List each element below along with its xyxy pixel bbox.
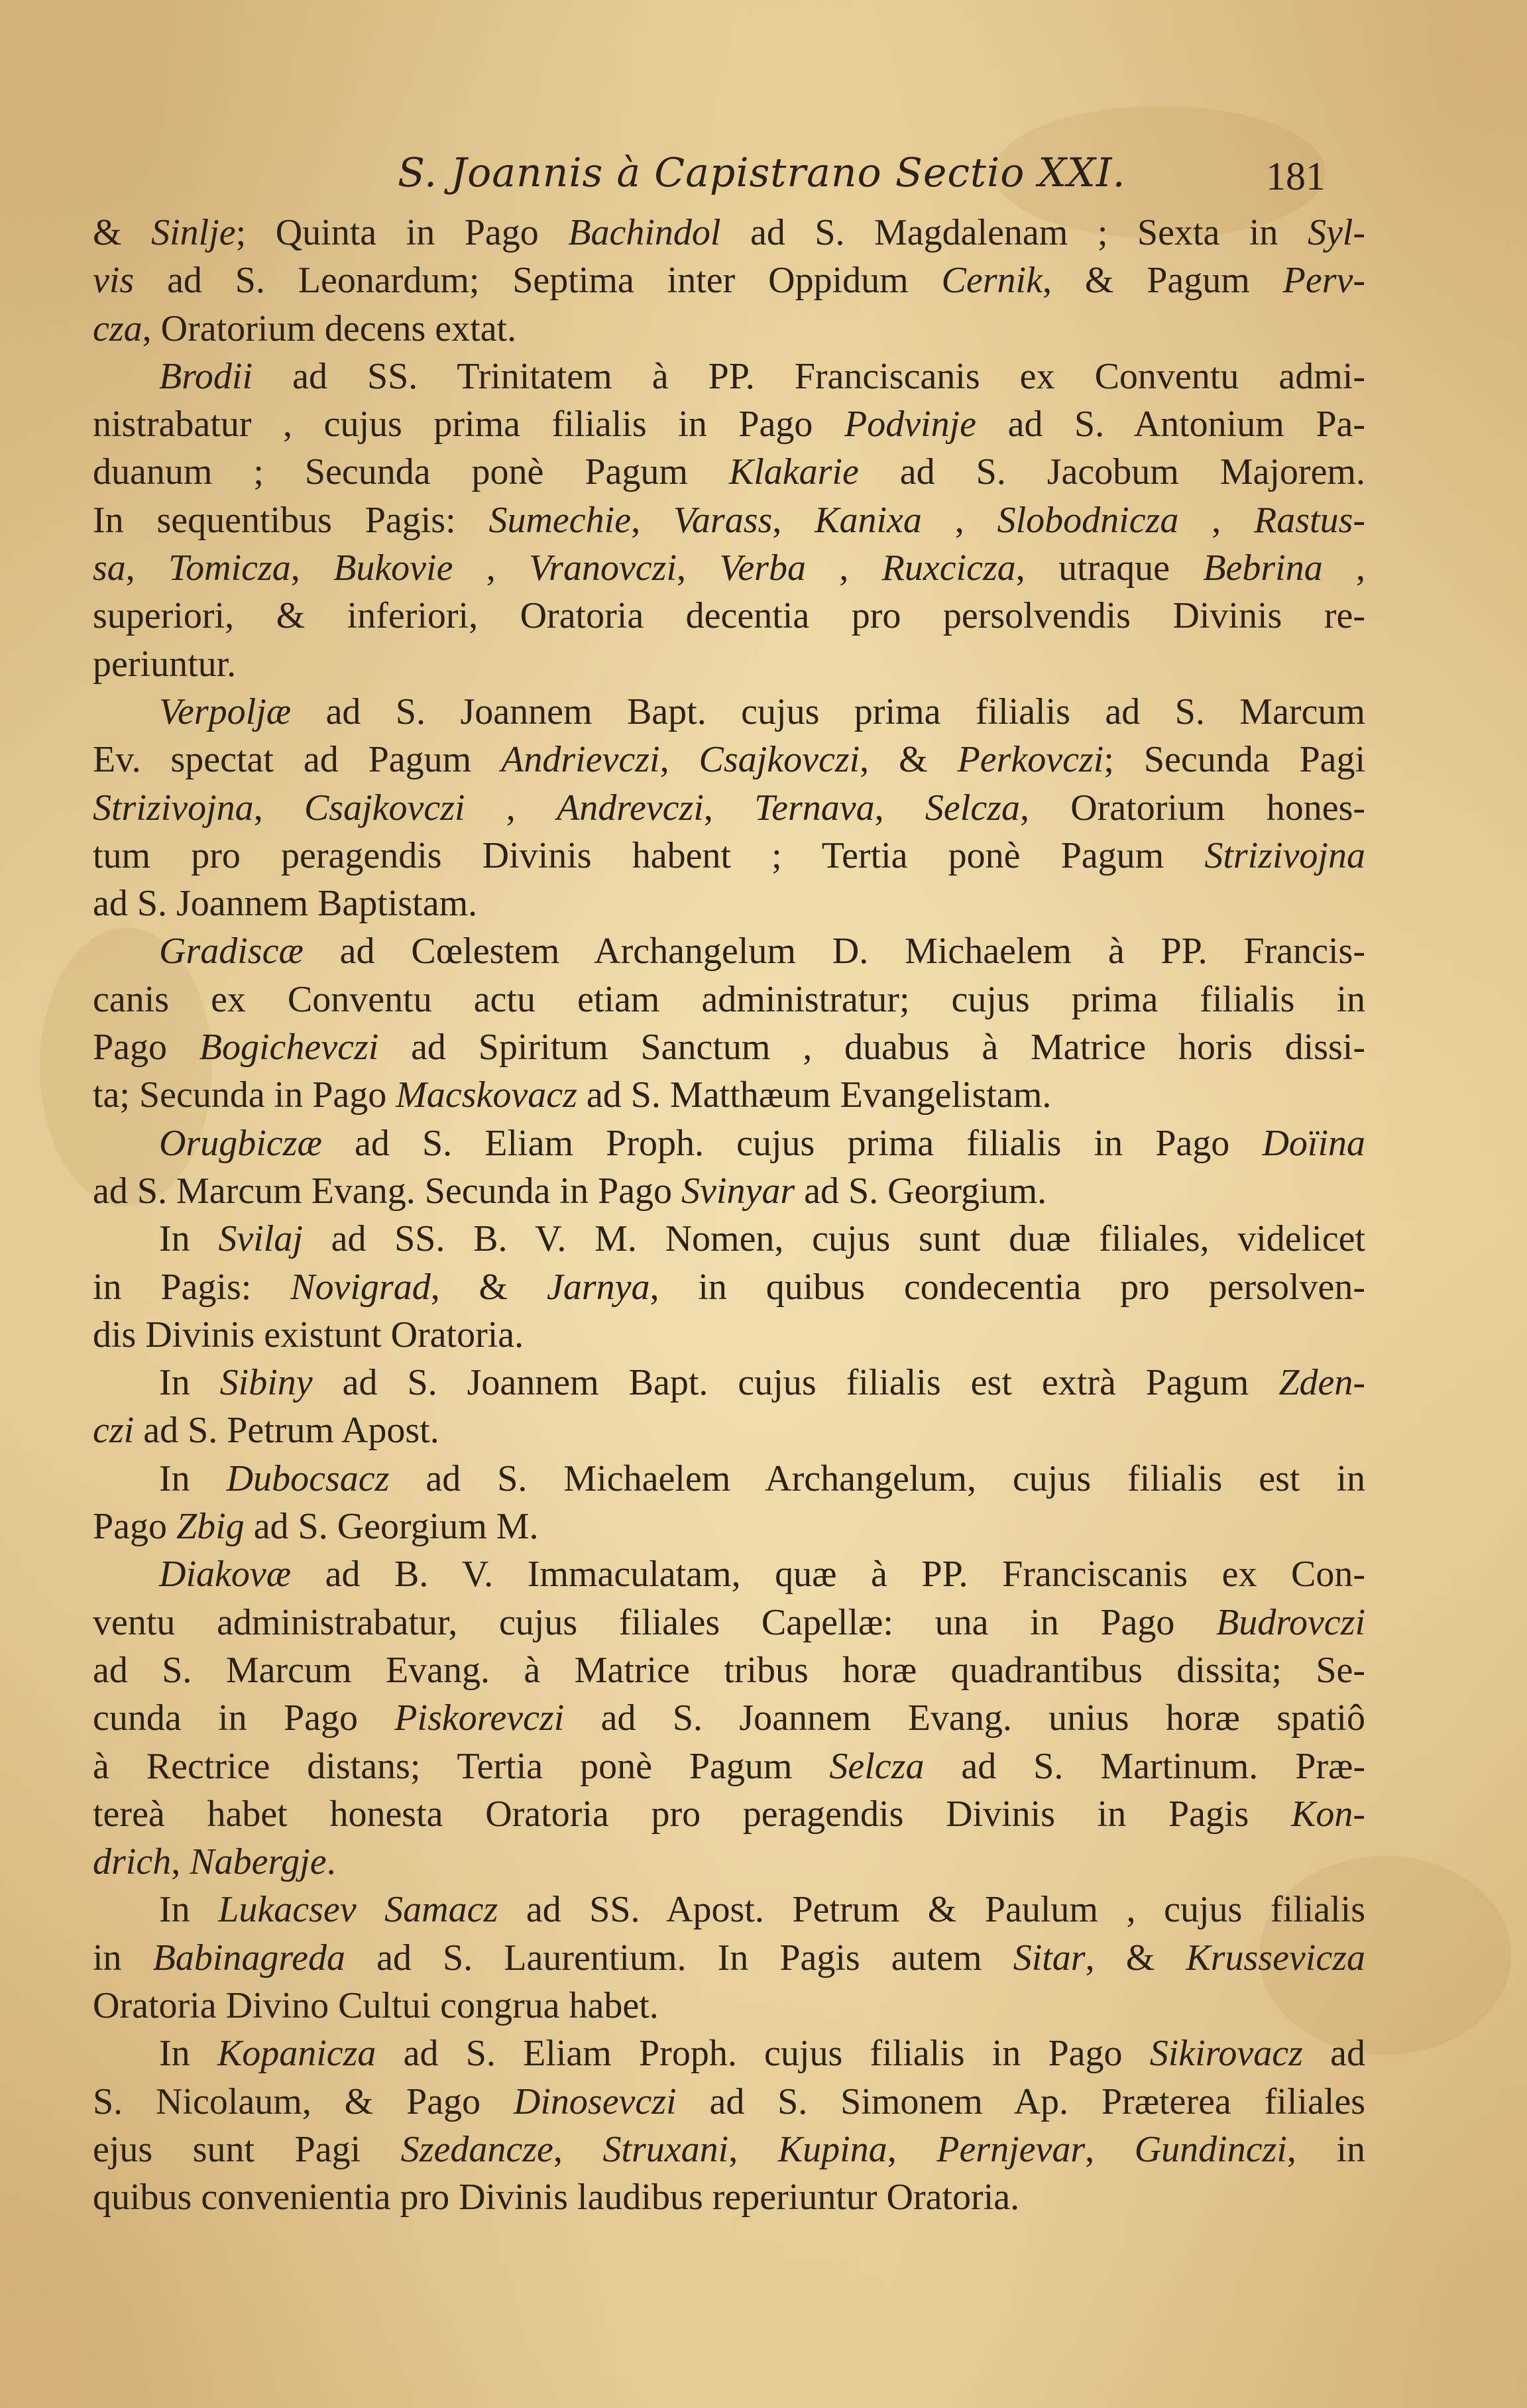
- text-segment: ,: [290, 547, 334, 589]
- text-line: [93, 544, 1365, 592]
- italic-text: Sumechie: [488, 499, 632, 541]
- text-segment: ad SS. B. V. M. Nomen, cujus sunt duæ filiales, videlicet: [302, 1218, 1366, 1260]
- italic-text: Doïina: [1262, 1122, 1365, 1164]
- italic-text: Svilaj: [218, 1218, 303, 1260]
- text-line: [93, 1023, 1365, 1071]
- text-segment: ,: [1178, 499, 1255, 541]
- italic-text: Varass: [673, 499, 773, 541]
- text-segment: In: [159, 1889, 219, 1931]
- italic-text: Sikirovacz: [1149, 2033, 1303, 2075]
- text-segment: nistrabatur , cujus prima filialis in Pago: [93, 404, 844, 445]
- text-segment: ad S. Michaelem Archangelum, cujus filialis est in: [389, 1458, 1366, 1499]
- italic-text: Macskovacz: [396, 1074, 577, 1116]
- italic-text: drich: [93, 1841, 172, 1883]
- text-segment: ,: [171, 1841, 190, 1883]
- text-line: [93, 1599, 1365, 1646]
- text-segment: ad SS. Trinitatem à PP. Franciscanis ex Conventu admi-: [253, 355, 1365, 397]
- text-line: [93, 1982, 1365, 2030]
- text-segment: ,: [553, 2128, 603, 2170]
- text-segment: , &: [860, 739, 958, 781]
- text-segment: ad B. V. Immaculatam, quæ à PP. Franciscanis ex Con-: [291, 1554, 1365, 1595]
- text-segment: ,: [453, 547, 530, 589]
- italic-text: Klakarie: [728, 451, 859, 493]
- italic-text: Andrievczi: [501, 739, 660, 781]
- text-segment: ,: [728, 2128, 778, 2170]
- text-segment: ad S. Joannem Baptistam.: [93, 883, 478, 925]
- text-line: [93, 1743, 1365, 1790]
- text-segment: ,: [1322, 547, 1366, 589]
- text-line: [93, 1311, 1365, 1359]
- italic-text: Kopanicza: [217, 2033, 376, 2075]
- italic-text: Svinyar: [681, 1170, 795, 1212]
- italic-text: Verba: [719, 547, 806, 589]
- text-line: [93, 209, 1365, 257]
- text-line: [93, 592, 1365, 640]
- text-segment: ta; Secunda in Pago: [93, 1074, 396, 1116]
- italic-text: Syl-: [1307, 212, 1366, 253]
- text-segment: ; Quinta in Pago: [235, 212, 569, 253]
- text-segment: ad S. Leonardum; Septima inter Oppidum: [134, 260, 942, 302]
- italic-text: Perkovczi: [957, 739, 1104, 781]
- text-segment: Ev. spectat ad Pagum: [93, 739, 502, 781]
- text-segment: tereà habet honesta Oratoria pro peragendis Divinis in Pagis: [93, 1793, 1291, 1835]
- text-line: [93, 1071, 1365, 1119]
- text-segment: , in quibus condecentia pro persolven-: [650, 1266, 1366, 1308]
- text-line: [93, 832, 1365, 880]
- text-line: [93, 1886, 1365, 1933]
- italic-text: Andrevczi: [557, 787, 704, 829]
- italic-text: Budrovczi: [1216, 1601, 1365, 1643]
- italic-text: Krussevicza: [1186, 1937, 1365, 1978]
- italic-text: Vranovczi: [529, 547, 677, 589]
- text-line: [93, 1694, 1365, 1742]
- text-segment: ad S. Marcum Evang. à Matrice tribus horæ quadrantibus dissita; Se-: [93, 1649, 1365, 1691]
- text-segment: In sequentibus Pagis:: [93, 499, 489, 541]
- text-segment: in Pagis:: [93, 1266, 291, 1308]
- italic-text: Novigrad: [290, 1266, 431, 1308]
- italic-text: Verpoljæ: [159, 691, 292, 732]
- text-segment: ,: [921, 499, 997, 541]
- italic-text: Lukacsev Samacz: [218, 1889, 498, 1931]
- text-segment: ad: [1302, 2033, 1366, 2075]
- text-segment: superiori, & inferiori, Oratoria decentia pro persolvendis Divinis re-: [93, 595, 1365, 637]
- text-segment: , in: [1286, 2128, 1366, 2170]
- text-segment: à Rectrice distans; Tertia ponè Pagum: [93, 1745, 830, 1787]
- text-segment: ,: [703, 787, 755, 829]
- text-line: [93, 640, 1365, 688]
- text-segment: In: [159, 2033, 217, 2075]
- text-segment: ,: [805, 547, 882, 589]
- text-segment: ad S. Georgium M.: [244, 1506, 539, 1548]
- running-title: S. Joannis à Capistrano Sectio XXI.: [398, 150, 1126, 196]
- text-line: [93, 1167, 1365, 1215]
- text-segment: ,: [887, 2128, 937, 2170]
- text-segment: ; Secunda Pagi: [1103, 739, 1366, 781]
- italic-text: Diakovæ: [159, 1554, 292, 1595]
- italic-text: Podvinje: [844, 404, 977, 445]
- italic-text: Tomicza: [168, 547, 291, 589]
- text-line: [93, 976, 1365, 1023]
- text-line: [93, 880, 1365, 927]
- text-segment: , Oratorium decens extat.: [142, 308, 517, 349]
- text-segment: In: [159, 1218, 219, 1260]
- text-segment: , &: [430, 1266, 547, 1308]
- text-line: [93, 1455, 1365, 1503]
- text-segment: ad S. Marcum Evang. Secunda in Pago: [93, 1170, 682, 1212]
- text-line: [93, 353, 1365, 400]
- italic-text: Perv-: [1282, 260, 1365, 302]
- text-segment: Oratoria Divino Cultui congrua habet.: [93, 1984, 659, 2026]
- text-segment: canis ex Conventu actu etiam administratur; cujus prima filialis in: [93, 978, 1365, 1020]
- text-segment: ad S. Antonium Pa-: [976, 404, 1366, 445]
- italic-text: Csajkovczi: [304, 787, 465, 829]
- italic-text: Brodii: [159, 355, 253, 397]
- text-segment: .: [326, 1841, 336, 1883]
- italic-text: Bukovie: [333, 547, 453, 589]
- text-segment: ventu administrabatur, cujus filiales Capellæ: una in Pago: [93, 1601, 1217, 1643]
- text-line: [93, 688, 1365, 736]
- italic-text: Kupina: [777, 2128, 887, 2170]
- italic-text: Bebrina: [1203, 547, 1323, 589]
- italic-text: Csajkovczi: [699, 739, 860, 781]
- text-segment: ad SS. Apost. Petrum & Paulum , cujus filialis: [498, 1889, 1366, 1931]
- italic-text: Kanixa: [815, 499, 922, 541]
- italic-text: Orugbiczæ: [159, 1122, 322, 1164]
- text-segment: ,: [874, 787, 925, 829]
- italic-text: Slobodnicza: [997, 499, 1179, 541]
- text-segment: ad Spiritum Sanctum , duabus à Matrice horis dissi-: [378, 1027, 1365, 1068]
- text-line: [93, 1215, 1365, 1263]
- text-segment: Pago: [93, 1027, 199, 1068]
- italic-text: czi: [93, 1410, 135, 1452]
- italic-text: Rastus-: [1254, 499, 1366, 541]
- italic-text: Kon-: [1291, 1793, 1365, 1835]
- body-text: [93, 209, 1365, 2221]
- text-line: [93, 2078, 1365, 2126]
- text-segment: duanum ; Secunda ponè Pagum: [93, 451, 729, 493]
- text-line: [93, 305, 1365, 353]
- italic-text: Zbig: [176, 1506, 245, 1548]
- text-line: [93, 1550, 1365, 1598]
- italic-text: Sitar: [1013, 1937, 1086, 1978]
- italic-text: Strizivojna: [1204, 834, 1365, 876]
- text-segment: ad S. Georgium.: [795, 1170, 1047, 1212]
- italic-text: sa: [93, 547, 126, 589]
- italic-text: Dubocsacz: [226, 1458, 390, 1499]
- text-segment: Pago: [93, 1506, 176, 1548]
- text-segment: ,: [631, 499, 673, 541]
- text-segment: ,: [772, 499, 815, 541]
- text-line: [93, 1119, 1365, 1167]
- text-segment: ad S. Joannem Bapt. cujus prima filialis ad S. Marcum: [291, 691, 1365, 732]
- italic-text: Sinlje: [151, 212, 236, 253]
- text-segment: ad S. Petrum Apost.: [134, 1410, 439, 1452]
- text-segment: ,: [125, 547, 169, 589]
- text-segment: In: [159, 1458, 227, 1499]
- text-segment: ejus sunt Pagi: [93, 2128, 401, 2170]
- text-segment: periuntur.: [93, 643, 237, 685]
- text-segment: ad S. Magdalenam ; Sexta in: [720, 212, 1308, 253]
- text-segment: in: [93, 1937, 153, 1978]
- text-segment: cunda in Pago: [93, 1697, 395, 1739]
- text-segment: , Oratorium hones-: [1019, 787, 1366, 829]
- text-line: [93, 1503, 1365, 1550]
- text-segment: ,: [1085, 2128, 1135, 2170]
- text-line: [93, 496, 1365, 544]
- text-segment: &: [93, 212, 152, 253]
- italic-text: Selcza: [925, 787, 1020, 829]
- italic-text: Selcza: [829, 1745, 925, 1787]
- text-line: [93, 257, 1365, 304]
- text-segment: ,: [253, 787, 304, 829]
- italic-text: Bogichevczi: [199, 1027, 379, 1068]
- text-line: [93, 2173, 1365, 2221]
- text-segment: tum pro peragendis Divinis habent ; Tertia ponè Pagum: [93, 834, 1205, 876]
- italic-text: Gradiscæ: [159, 931, 304, 972]
- text-segment: ad S. Martinum. Præ-: [924, 1745, 1366, 1787]
- text-line: [93, 400, 1365, 448]
- text-line: [93, 448, 1365, 496]
- page-header: [93, 139, 1326, 205]
- italic-text: Cernik: [941, 260, 1043, 302]
- italic-text: Strizivojna: [93, 787, 254, 829]
- text-line: [93, 784, 1365, 832]
- italic-text: Sibiny: [219, 1362, 313, 1404]
- italic-text: Zden-: [1278, 1362, 1365, 1404]
- text-segment: ad S. Joannem Bapt. cujus filialis est extrà Pagum: [312, 1362, 1279, 1404]
- text-line: [93, 2030, 1365, 2077]
- text-line: [93, 927, 1365, 975]
- text-segment: ,: [465, 787, 557, 829]
- italic-text: Ruxcicza: [881, 547, 1016, 589]
- text-segment: , &: [1085, 1937, 1186, 1978]
- text-segment: ad S. Jacobum Majorem.: [858, 451, 1365, 493]
- text-line: [93, 1406, 1365, 1454]
- text-line: [93, 1838, 1365, 1886]
- italic-text: Nabergje: [190, 1841, 327, 1883]
- text-line: [93, 1263, 1365, 1311]
- text-segment: ad Cœlestem Archangelum D. Michaelem à PP. Francis-: [303, 931, 1365, 972]
- text-line: [93, 2126, 1365, 2173]
- page-number: 181: [1266, 154, 1326, 198]
- italic-text: Jarnya: [546, 1266, 650, 1308]
- text-segment: In: [159, 1362, 220, 1404]
- text-segment: , utraque: [1015, 547, 1204, 589]
- text-segment: ad S. Eliam Proph. cujus prima filialis in Pago: [321, 1122, 1263, 1164]
- text-line: [93, 1790, 1365, 1838]
- italic-text: Piskorevczi: [394, 1697, 565, 1739]
- italic-text: cza: [93, 308, 142, 349]
- italic-text: Ternava: [754, 787, 875, 829]
- italic-text: vis: [93, 260, 135, 302]
- text-segment: S. Nicolaum, & Pago: [93, 2081, 514, 2122]
- text-segment: ,: [659, 739, 699, 781]
- text-segment: ad S. Simonem Ap. Præterea filiales: [676, 2081, 1366, 2122]
- text-segment: ad S. Matthæum Evangelistam.: [577, 1074, 1052, 1116]
- italic-text: Bachindol: [568, 212, 721, 253]
- text-line: [93, 1646, 1365, 1694]
- text-segment: ,: [677, 547, 720, 589]
- text-line: [93, 1934, 1365, 1982]
- text-segment: , & Pagum: [1042, 260, 1283, 302]
- text-segment: quibus convenientia pro Divinis laudibus reperiuntur Oratoria.: [93, 2177, 1020, 2218]
- text-segment: ad S. Laurentium. In Pagis autem: [345, 1937, 1013, 1978]
- italic-text: Szedancze: [400, 2128, 553, 2170]
- italic-text: Pernjevar: [936, 2128, 1086, 2170]
- italic-text: Dinosevczi: [513, 2081, 677, 2122]
- italic-text: Gundinczi: [1134, 2128, 1287, 2170]
- text-segment: ad S. Eliam Proph. cujus filialis in Pago: [376, 2033, 1150, 2075]
- italic-text: Struxani: [602, 2128, 729, 2170]
- text-line: [93, 1359, 1365, 1406]
- text-segment: ad S. Joannem Evang. unius horæ spatiô: [564, 1697, 1365, 1739]
- italic-text: Babinagreda: [152, 1937, 345, 1978]
- text-segment: dis Divinis existunt Oratoria.: [93, 1314, 524, 1355]
- text-line: [93, 736, 1365, 783]
